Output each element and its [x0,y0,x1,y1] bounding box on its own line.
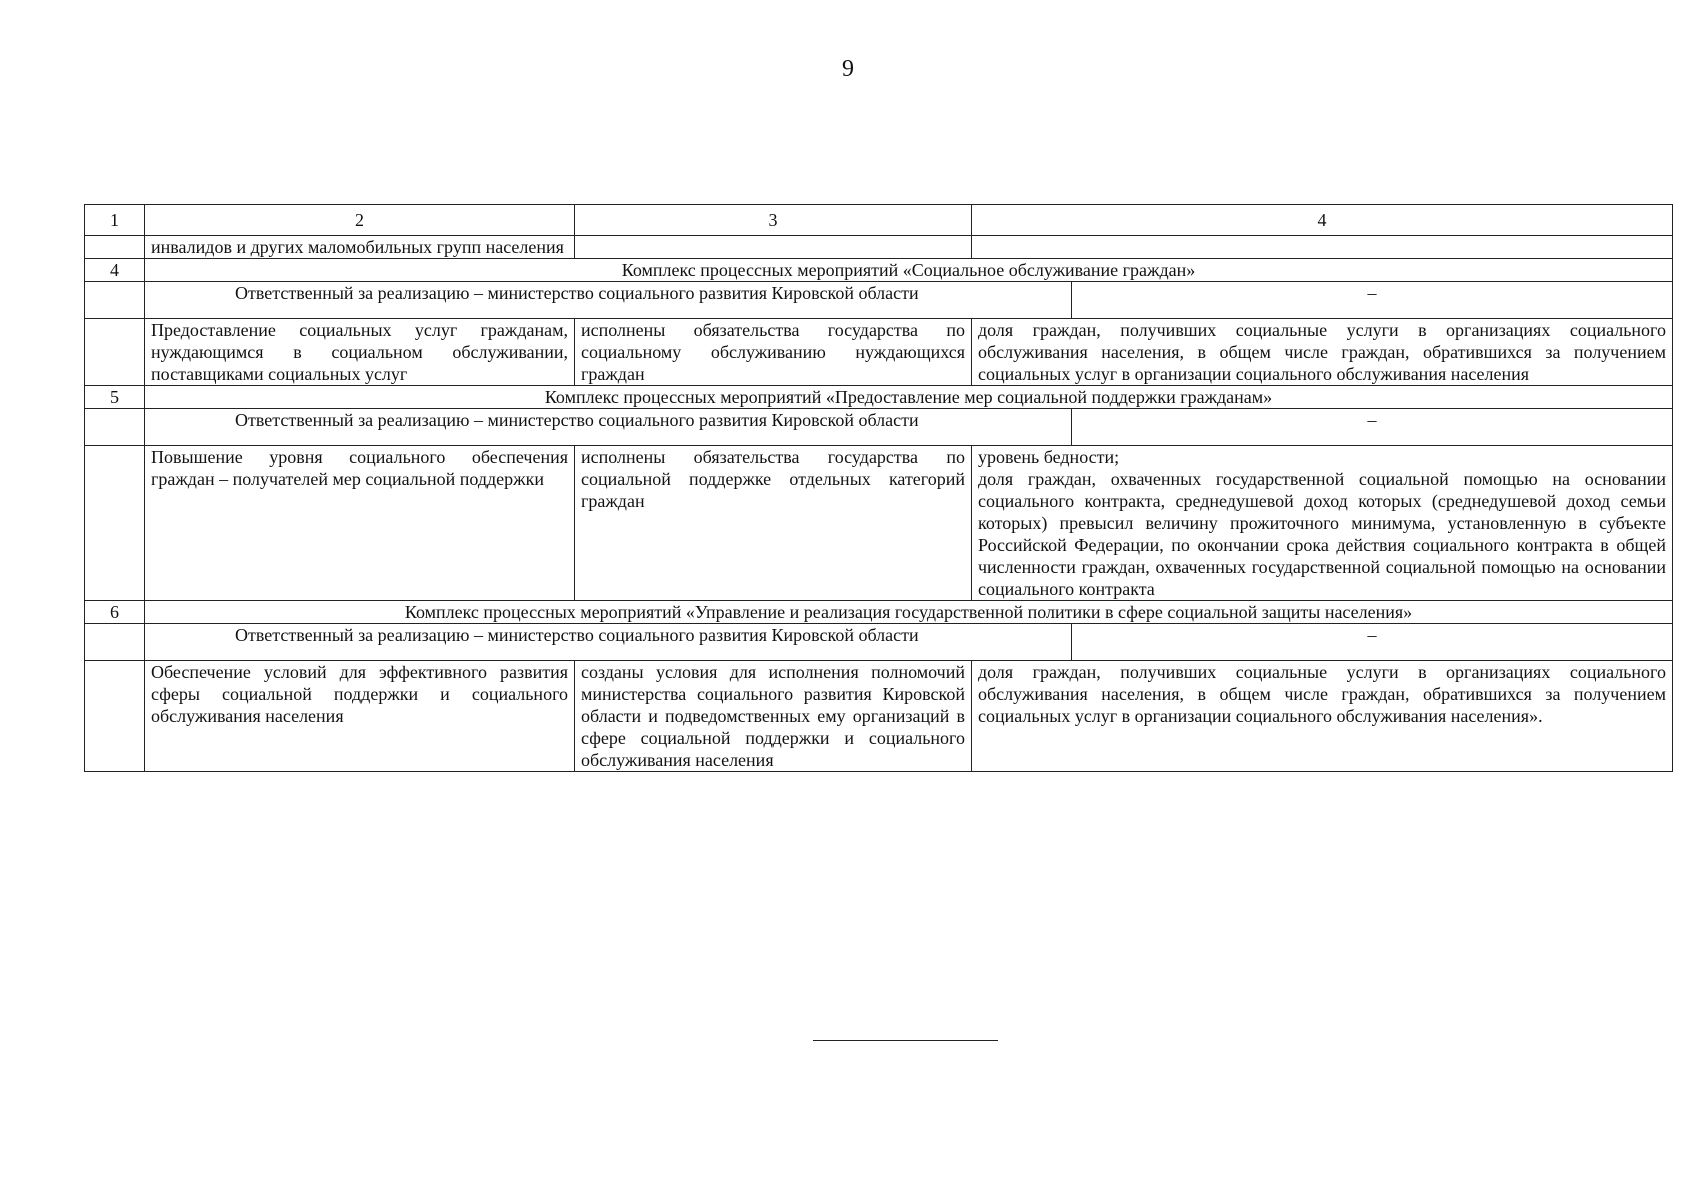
section-title-row [85,601,1673,624]
measure-effect: исполнены обязательства государства по социальному обслуживанию нуждающихся граждан [575,319,972,386]
section-title: Комплекс процессных мероприятий «Социальное обслуживание граждан» [145,259,1673,282]
section-title: Комплекс процессных мероприятий «Управление и реализация государственной политики в сфере социальной защиты населения» [145,601,1673,624]
responsible-dash: – [1072,409,1673,446]
responsible-row [85,282,1673,319]
responsible-dash: – [1072,624,1673,661]
continuation-effect [575,236,972,259]
responsible-text: Ответственный за реализацию – министерство социального развития Кировской области [145,624,1072,661]
section-number: 5 [85,386,145,409]
continuation-num [85,236,145,259]
responsible-num [85,409,145,446]
continuation-task: инвалидов и других маломобильных групп населения [145,236,575,259]
measure-task: Повышение уровня социального обеспечения граждан – получателей мер социальной поддержки [145,446,575,601]
closing-rule [813,1040,998,1041]
section-title: Комплекс процессных мероприятий «Предоставление мер социальной поддержки гражданам» [145,386,1673,409]
measure-num [85,319,145,386]
responsible-text: Ответственный за реализацию – министерство социального развития Кировской области [145,282,1072,319]
measure-indicator: доля граждан, получивших социальные услуги в организациях социального обслуживания населения, в общем числе граждан, обратившихся за получением социальных услуг в организации социального обслуживания населения [972,319,1673,386]
responsible-num [85,624,145,661]
header-cell-2: 2 [145,205,575,236]
table-header-row [85,205,1673,236]
section-title-row [85,259,1673,282]
measure-effect: исполнены обязательства государства по социальной поддержке отдельных категорий граждан [575,446,972,601]
measure-num [85,661,145,772]
measure-task: Предоставление социальных услуг гражданам, нуждающимся в социальном обслуживании, поставщиками социальных услуг [145,319,575,386]
measure-row [85,661,1673,772]
responsible-num [85,282,145,319]
header-cell-3: 3 [575,205,972,236]
header-cell-4: 4 [972,205,1673,236]
responsible-dash: – [1072,282,1673,319]
measure-indicator: уровень бедности; доля граждан, охваченных государственной социальной помощью на основании социального контракта, среднедушевой доход которых (среднедушевой доход семьи которых) превысил величину прожиточного минимума, установленную в субъекте Российской Федерации, по окончании срока действия социального контракта в общей численности граждан, охваченных государственной социальной помощью на основании социального контракта [972,446,1673,601]
measure-row [85,319,1673,386]
header-cell-1: 1 [85,205,145,236]
continuation-row [85,236,1673,259]
measure-effect: созданы условия для исполнения полномочий министерства социального развития Кировской области и подведомственных ему организаций в сфере социальной поддержки и социального обслуживания населения [575,661,972,772]
responsible-row [85,624,1673,661]
responsible-text: Ответственный за реализацию – министерство социального развития Кировской области [145,409,1072,446]
page-number: 9 [842,56,854,82]
continuation-indicator [972,236,1673,259]
section-number: 4 [85,259,145,282]
measures-table [84,204,1673,772]
measure-num [85,446,145,601]
section-number: 6 [85,601,145,624]
responsible-row [85,409,1673,446]
measure-row [85,446,1673,601]
measure-task: Обеспечение условий для эффективного развития сферы социальной поддержки и социального обслуживания населения [145,661,575,772]
measure-indicator: доля граждан, получивших социальные услуги в организациях социального обслуживания населения, в общем числе граждан, обратившихся за получением социальных услуг в организации социального обслуживания населения». [972,661,1673,772]
section-title-row [85,386,1673,409]
